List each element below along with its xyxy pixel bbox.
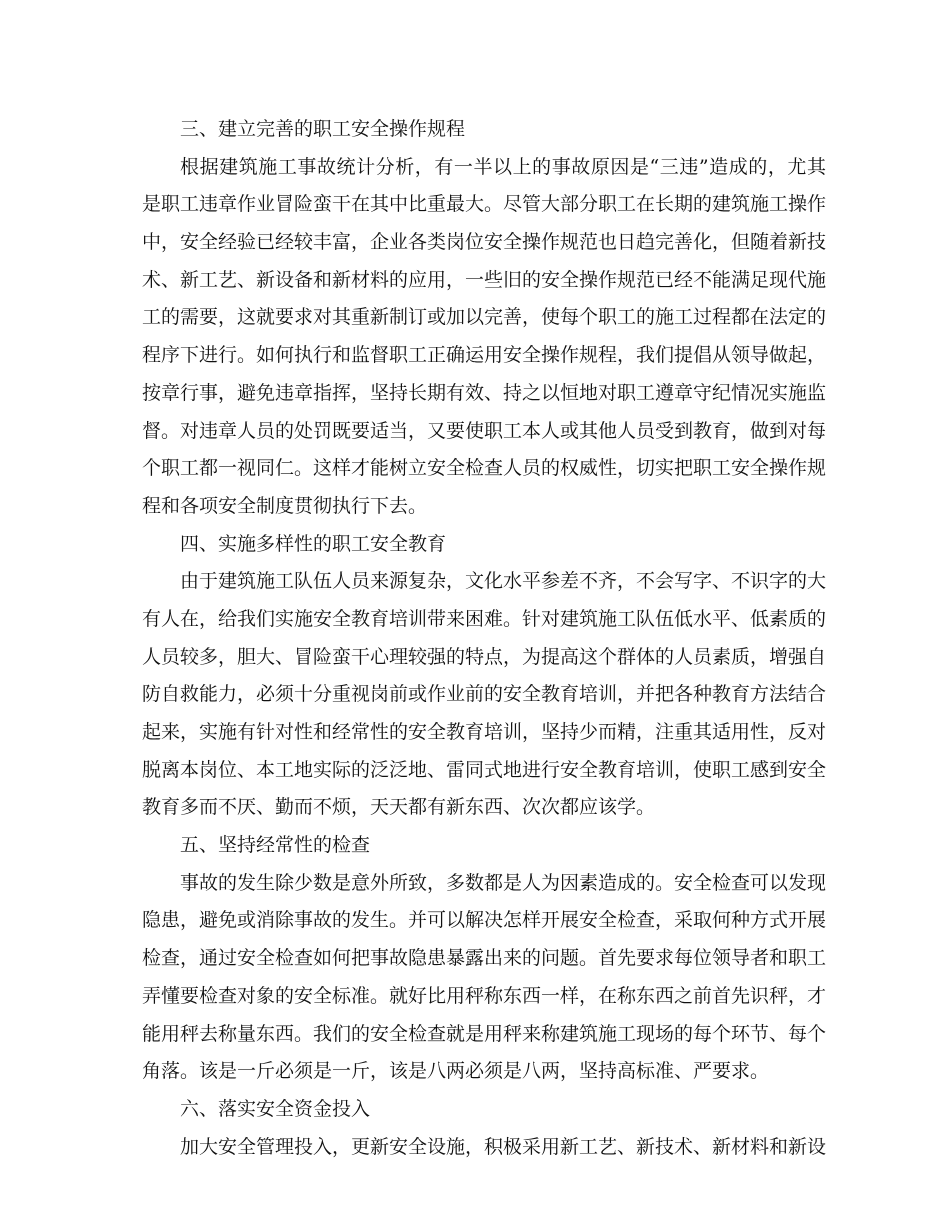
paragraph-line: 中，安全经验已经较丰富，企业各类岗位安全操作规范也日趋完善化，但随着新技	[142, 231, 826, 254]
paragraph-line: 起来，实施有针对性和经常性的安全教育培训，坚持少而精，注重其适用性，反对	[142, 721, 826, 743]
paragraph-line: 有人在，给我们实施安全教育培训带来困难。针对建筑施工队伍低水平、低素质的	[142, 607, 826, 630]
section-heading: 三、建立完善的职工安全操作规程	[180, 118, 466, 140]
paragraph-line: 由于建筑施工队伍人员来源复杂，文化水平参差不齐，不会写字、不识字的大	[180, 570, 826, 593]
paragraph-line: 加大安全管理投入，更新安全设施，积极采用新工艺、新技术、新材料和新设	[180, 1135, 826, 1158]
paragraph-line: 个职工都一视同仁。这样才能树立安全检查人员的权威性，切实把职工安全操作规	[142, 457, 826, 480]
section-heading: 五、坚持经常性的检查	[180, 834, 371, 857]
paragraph-line: 角落。该是一斤必须是一斤，该是八两必须是八两，坚持高标准、严要求。	[142, 1060, 770, 1083]
document-body	[142, 111, 826, 1166]
paragraph-line: 检查，通过安全检查如何把事故隐患暴露出来的问题。首先要求每位领导者和职工	[142, 947, 826, 970]
section-heading: 六、落实安全资金投入	[180, 1097, 371, 1120]
paragraph-line: 人员较多，胆大、冒险蛮干心理较强的特点，为提高这个群体的人员素质，增强自	[142, 645, 826, 668]
paragraph-line: 术、新工艺、新设备和新材料的应用，一些旧的安全操作规范已经不能满足现代施	[142, 268, 826, 291]
paragraph-line: 工的需要，这就要求对其重新制订或加以完善，使每个职工的施工过程都在法定的	[142, 306, 826, 329]
paragraph-line: 隐患，避免或消除事故的发生。并可以解决怎样开展安全检查，采取何种方式开展	[142, 909, 826, 932]
paragraph-line: 根据建筑施工事故统计分析，有一半以上的事故原因是“三违”造成的，尤其	[180, 155, 826, 178]
paragraph-line: 教育多而不厌、勤而不烦，天天都有新东西、次次都应该学。	[142, 796, 656, 819]
paragraph-line: 防自救能力，必须十分重视岗前或作业前的安全教育培训，并把各种教育方法结合	[142, 683, 826, 706]
paragraph-line: 程和各项安全制度贯彻执行下去。	[142, 494, 428, 517]
paragraph-line: 能用秤去称量东西。我们的安全检查就是用秤来称建筑施工现场的每个环节、每个	[142, 1022, 826, 1045]
paragraph-line: 是职工违章作业冒险蛮干在其中比重最大。尽管大部分职工在长期的建筑施工操作	[142, 193, 826, 216]
paragraph-line: 事故的发生除少数是意外所致，多数都是人为因素造成的。安全检查可以发现	[180, 871, 826, 894]
section-heading: 四、实施多样性的职工安全教育	[180, 532, 447, 555]
paragraph-line: 程序下进行。如何执行和监督职工正确运用安全操作规程，我们提倡从领导做起，	[142, 344, 826, 367]
paragraph-line: 弄懂要检查对象的安全标准。就好比用秤称东西一样，在称东西之前首先识秤，才	[142, 984, 826, 1007]
paragraph-line: 脱离本岗位、本工地实际的泛泛地、雷同式地进行安全教育培训，使职工感到安全	[142, 758, 826, 781]
paragraph-line: 按章行事，避免违章指挥，坚持长期有效、持之以恒地对职工遵章守纪情况实施监	[142, 381, 826, 404]
paragraph-line: 督。对违章人员的处罚既要适当，又要使职工本人或其他人员受到教育，做到对每	[142, 419, 826, 442]
